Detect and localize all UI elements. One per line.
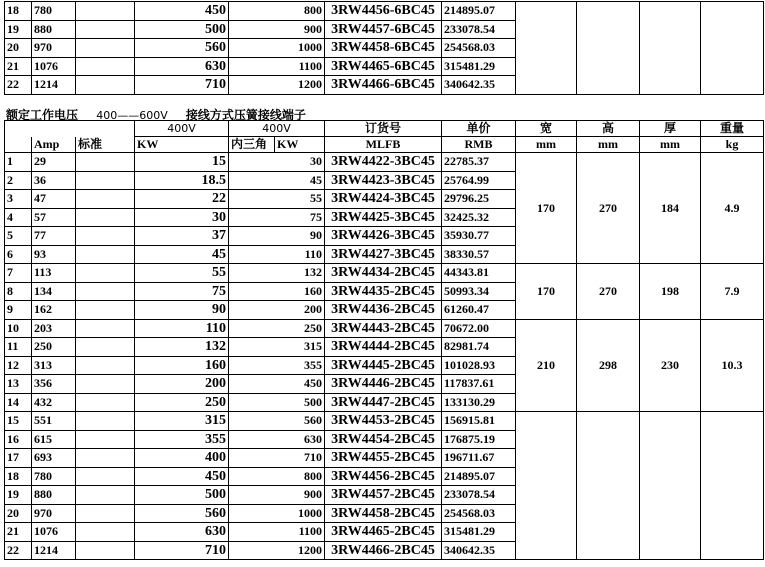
header-height: 高 <box>577 121 640 137</box>
mlfb-value: 3RW4458-2BC45 <box>325 504 442 523</box>
delta-kw-value: 250 <box>275 319 325 338</box>
amp-value: 970 <box>32 504 76 523</box>
rmb-value: 101028.93 <box>442 356 516 375</box>
rmb-value: 254568.03 <box>442 504 516 523</box>
kw-value: 22 <box>135 190 229 209</box>
table-row <box>5 319 764 338</box>
standard-blank <box>76 264 135 283</box>
header-height-unit: mm <box>577 137 640 153</box>
amp-value: 615 <box>32 430 76 449</box>
group-height: 270 <box>577 264 640 320</box>
rmb-value: 117837.61 <box>442 375 516 394</box>
group-thickness: 230 <box>640 319 701 412</box>
rmb-value: 29796.25 <box>442 190 516 209</box>
header-400v-delta: 400V <box>229 121 325 137</box>
delta-blank <box>229 2 275 21</box>
group-weight: 10.3 <box>701 319 764 412</box>
standard-blank <box>76 153 135 172</box>
rmb-value: 32425.32 <box>442 208 516 227</box>
kw-value: 45 <box>135 245 229 264</box>
kw-value: 450 <box>135 2 229 21</box>
standard-blank <box>76 504 135 523</box>
delta-blank <box>229 245 275 264</box>
header-amp: Amp <box>32 137 76 153</box>
mlfb-value: 3RW4453-2BC45 <box>325 412 442 431</box>
rmb-value: 38330.57 <box>442 245 516 264</box>
group-weight-blank <box>701 412 764 560</box>
delta-blank <box>229 57 275 76</box>
rmb-value: 254568.03 <box>442 39 516 58</box>
delta-kw-value: 800 <box>275 2 325 21</box>
rmb-value: 176875.19 <box>442 430 516 449</box>
standard-blank <box>76 393 135 412</box>
delta-kw-value: 1100 <box>275 523 325 542</box>
row-number: 22 <box>5 541 32 560</box>
delta-blank <box>229 523 275 542</box>
row-number: 22 <box>5 76 32 95</box>
main-price-table <box>4 120 764 560</box>
standard-blank <box>76 412 135 431</box>
delta-blank <box>229 208 275 227</box>
delta-kw-value: 355 <box>275 356 325 375</box>
amp-value: 93 <box>32 245 76 264</box>
standard-blank <box>76 449 135 468</box>
amp-value: 432 <box>32 393 76 412</box>
group-width: 210 <box>516 319 577 412</box>
group-width-blank <box>516 412 577 560</box>
kw-value: 37 <box>135 227 229 246</box>
standard-blank <box>76 190 135 209</box>
rmb-value: 133130.29 <box>442 393 516 412</box>
mlfb-value: 3RW4465-2BC45 <box>325 523 442 542</box>
table-row <box>5 153 764 172</box>
delta-blank <box>229 449 275 468</box>
amp-value: 203 <box>32 319 76 338</box>
rmb-value: 340642.35 <box>442 76 516 95</box>
delta-blank <box>229 39 275 58</box>
rmb-value: 61260.47 <box>442 301 516 320</box>
mlfb-value: 3RW4444-2BC45 <box>325 338 442 357</box>
group-thickness-blank <box>640 412 701 560</box>
header-mlfb: MLFB <box>325 137 442 153</box>
delta-kw-value: 560 <box>275 412 325 431</box>
row-number: 13 <box>5 375 32 394</box>
mlfb-value: 3RW4435-2BC45 <box>325 282 442 301</box>
group-height-blank <box>577 412 640 560</box>
amp-value: 36 <box>32 171 76 190</box>
mlfb-value: 3RW4443-2BC45 <box>325 319 442 338</box>
header-standard: 标准 <box>76 137 135 153</box>
delta-blank <box>229 264 275 283</box>
delta-kw-value: 900 <box>275 20 325 39</box>
row-number: 12 <box>5 356 32 375</box>
header-thickness-unit: mm <box>640 137 701 153</box>
delta-blank <box>229 504 275 523</box>
rmb-value: 340642.35 <box>442 541 516 560</box>
amp-value: 551 <box>32 412 76 431</box>
group-weight-blank <box>701 2 764 95</box>
header-no-blank <box>5 137 32 153</box>
standard-blank <box>76 227 135 246</box>
amp-value: 77 <box>32 227 76 246</box>
header-unit-price: 单价 <box>442 121 516 137</box>
standard-blank <box>76 338 135 357</box>
group-thickness: 184 <box>640 153 701 264</box>
rmb-value: 50993.34 <box>442 282 516 301</box>
mlfb-value: 3RW4454-2BC45 <box>325 430 442 449</box>
delta-kw-value: 160 <box>275 282 325 301</box>
amp-value: 250 <box>32 338 76 357</box>
header-width-unit: mm <box>516 137 577 153</box>
mlfb-value: 3RW4456-6BC45 <box>325 2 442 21</box>
mlfb-value: 3RW4456-2BC45 <box>325 467 442 486</box>
mlfb-value: 3RW4427-3BC45 <box>325 245 442 264</box>
delta-kw-value: 1000 <box>275 39 325 58</box>
row-number: 8 <box>5 282 32 301</box>
mlfb-value: 3RW4425-3BC45 <box>325 208 442 227</box>
row-number: 21 <box>5 57 32 76</box>
rmb-value: 214895.07 <box>442 2 516 21</box>
delta-blank <box>229 319 275 338</box>
mlfb-value: 3RW4445-2BC45 <box>325 356 442 375</box>
kw-value: 18.5 <box>135 171 229 190</box>
delta-blank <box>229 393 275 412</box>
kw-value: 630 <box>135 523 229 542</box>
row-number: 19 <box>5 20 32 39</box>
standard-blank <box>76 76 135 95</box>
top-table-row <box>5 2 764 21</box>
group-thickness: 198 <box>640 264 701 320</box>
delta-kw-value: 500 <box>275 393 325 412</box>
kw-value: 250 <box>135 393 229 412</box>
delta-kw-value: 110 <box>275 245 325 264</box>
amp-value: 780 <box>32 2 76 21</box>
amp-value: 162 <box>32 301 76 320</box>
group-height: 298 <box>577 319 640 412</box>
kw-value: 15 <box>135 153 229 172</box>
amp-value: 780 <box>32 467 76 486</box>
amp-value: 880 <box>32 20 76 39</box>
group-width-blank <box>516 2 577 95</box>
mlfb-value: 3RW4424-3BC45 <box>325 190 442 209</box>
rmb-value: 156915.81 <box>442 412 516 431</box>
row-number: 5 <box>5 227 32 246</box>
mlfb-value: 3RW4422-3BC45 <box>325 153 442 172</box>
group-width: 170 <box>516 264 577 320</box>
row-number: 11 <box>5 338 32 357</box>
mlfb-value: 3RW4457-6BC45 <box>325 20 442 39</box>
standard-blank <box>76 57 135 76</box>
kw-value: 630 <box>135 57 229 76</box>
rmb-value: 25764.99 <box>442 171 516 190</box>
header-400v-standard: 400V <box>135 121 229 137</box>
mlfb-value: 3RW4446-2BC45 <box>325 375 442 394</box>
delta-blank <box>229 227 275 246</box>
delta-blank <box>229 20 275 39</box>
amp-value: 1076 <box>32 523 76 542</box>
group-thickness-blank <box>640 2 701 95</box>
row-number: 1 <box>5 153 32 172</box>
rmb-value: 214895.07 <box>442 467 516 486</box>
delta-kw-value: 75 <box>275 208 325 227</box>
standard-blank <box>76 39 135 58</box>
amp-value: 693 <box>32 449 76 468</box>
row-number: 18 <box>5 467 32 486</box>
standard-blank <box>76 375 135 394</box>
amp-value: 880 <box>32 486 76 505</box>
kw-value: 500 <box>135 486 229 505</box>
standard-blank <box>76 467 135 486</box>
delta-blank <box>229 153 275 172</box>
rmb-value: 44343.81 <box>442 264 516 283</box>
row-number: 10 <box>5 319 32 338</box>
row-number: 15 <box>5 412 32 431</box>
rmb-value: 233078.54 <box>442 20 516 39</box>
delta-blank <box>229 430 275 449</box>
kw-value: 710 <box>135 76 229 95</box>
group-height-blank <box>577 2 640 95</box>
delta-kw-value: 630 <box>275 430 325 449</box>
kw-value: 400 <box>135 449 229 468</box>
mlfb-value: 3RW4466-2BC45 <box>325 541 442 560</box>
amp-value: 356 <box>32 375 76 394</box>
row-number: 20 <box>5 39 32 58</box>
delta-kw-value: 45 <box>275 171 325 190</box>
kw-value: 355 <box>135 430 229 449</box>
kw-value: 560 <box>135 39 229 58</box>
header-thickness: 厚 <box>640 121 701 137</box>
mlfb-value: 3RW4423-3BC45 <box>325 171 442 190</box>
row-number: 17 <box>5 449 32 468</box>
mlfb-value: 3RW4434-2BC45 <box>325 264 442 283</box>
row-number: 16 <box>5 430 32 449</box>
rmb-value: 22785.37 <box>442 153 516 172</box>
row-number: 19 <box>5 486 32 505</box>
header-weight: 重量 <box>701 121 764 137</box>
kw-value: 560 <box>135 504 229 523</box>
mlfb-value: 3RW4465-6BC45 <box>325 57 442 76</box>
group-width: 170 <box>516 153 577 264</box>
standard-blank <box>76 486 135 505</box>
kw-value: 75 <box>135 282 229 301</box>
mlfb-value: 3RW4455-2BC45 <box>325 449 442 468</box>
voltage-value: 400——600V <box>96 109 168 122</box>
row-number: 9 <box>5 301 32 320</box>
delta-kw-value: 315 <box>275 338 325 357</box>
rmb-value: 196711.67 <box>442 449 516 468</box>
mlfb-value: 3RW4426-3BC45 <box>325 227 442 246</box>
group-weight: 7.9 <box>701 264 764 320</box>
delta-kw-value: 132 <box>275 264 325 283</box>
mlfb-value: 3RW4447-2BC45 <box>325 393 442 412</box>
delta-kw-value: 710 <box>275 449 325 468</box>
delta-blank <box>229 171 275 190</box>
kw-value: 110 <box>135 319 229 338</box>
row-number: 2 <box>5 171 32 190</box>
row-number: 21 <box>5 523 32 542</box>
delta-kw-value: 200 <box>275 301 325 320</box>
mlfb-value: 3RW4436-2BC45 <box>325 301 442 320</box>
delta-blank <box>229 76 275 95</box>
header-width: 宽 <box>516 121 577 137</box>
table-row <box>5 412 764 431</box>
kw-value: 450 <box>135 467 229 486</box>
row-number: 20 <box>5 504 32 523</box>
rmb-value: 82981.74 <box>442 338 516 357</box>
delta-kw-value: 90 <box>275 227 325 246</box>
kw-value: 315 <box>135 412 229 431</box>
top-price-table <box>4 1 764 95</box>
mlfb-value: 3RW4458-6BC45 <box>325 39 442 58</box>
amp-value: 1214 <box>32 541 76 560</box>
delta-blank <box>229 375 275 394</box>
rmb-value: 70672.00 <box>442 319 516 338</box>
header-kw-delta: KW <box>275 137 325 153</box>
kw-value: 160 <box>135 356 229 375</box>
delta-blank <box>229 541 275 560</box>
header-row-2 <box>5 137 764 153</box>
table-row <box>5 264 764 283</box>
kw-value: 30 <box>135 208 229 227</box>
standard-blank <box>76 356 135 375</box>
amp-value: 113 <box>32 264 76 283</box>
delta-kw-value: 450 <box>275 375 325 394</box>
amp-value: 47 <box>32 190 76 209</box>
header-inner-delta: 内三角 <box>229 137 275 153</box>
row-number: 3 <box>5 190 32 209</box>
standard-blank <box>76 208 135 227</box>
group-weight: 4.9 <box>701 153 764 264</box>
header-kw: KW <box>135 137 229 153</box>
standard-blank <box>76 20 135 39</box>
delta-blank <box>229 190 275 209</box>
delta-kw-value: 1200 <box>275 76 325 95</box>
header-order-no: 订货号 <box>325 121 442 137</box>
delta-blank <box>229 301 275 320</box>
amp-value: 134 <box>32 282 76 301</box>
standard-blank <box>76 282 135 301</box>
row-number: 4 <box>5 208 32 227</box>
delta-kw-value: 55 <box>275 190 325 209</box>
standard-blank <box>76 245 135 264</box>
amp-value: 29 <box>32 153 76 172</box>
standard-blank <box>76 319 135 338</box>
rmb-value: 233078.54 <box>442 486 516 505</box>
standard-blank <box>76 301 135 320</box>
standard-blank <box>76 2 135 21</box>
row-number: 7 <box>5 264 32 283</box>
row-number: 6 <box>5 245 32 264</box>
row-number: 18 <box>5 2 32 21</box>
standard-blank <box>76 523 135 542</box>
delta-kw-value: 800 <box>275 467 325 486</box>
group-height: 270 <box>577 153 640 264</box>
header-weight-unit: kg <box>701 137 764 153</box>
header-blank <box>5 121 135 137</box>
rmb-value: 35930.77 <box>442 227 516 246</box>
rmb-value: 315481.29 <box>442 523 516 542</box>
delta-kw-value: 1100 <box>275 57 325 76</box>
delta-kw-value: 30 <box>275 153 325 172</box>
kw-value: 200 <box>135 375 229 394</box>
standard-blank <box>76 430 135 449</box>
kw-value: 90 <box>135 301 229 320</box>
amp-value: 313 <box>32 356 76 375</box>
kw-value: 710 <box>135 541 229 560</box>
kw-value: 55 <box>135 264 229 283</box>
standard-blank <box>76 171 135 190</box>
delta-blank <box>229 356 275 375</box>
kw-value: 500 <box>135 20 229 39</box>
delta-blank <box>229 338 275 357</box>
amp-value: 970 <box>32 39 76 58</box>
amp-value: 1214 <box>32 76 76 95</box>
delta-blank <box>229 412 275 431</box>
delta-blank <box>229 486 275 505</box>
amp-value: 57 <box>32 208 76 227</box>
delta-blank <box>229 467 275 486</box>
header-rmb: RMB <box>442 137 516 153</box>
voltage-label: 额定工作电压 <box>6 108 79 122</box>
delta-kw-value: 1000 <box>275 504 325 523</box>
rmb-value: 315481.29 <box>442 57 516 76</box>
connection-type: 接线方式压簧接线端子 <box>185 108 306 122</box>
delta-kw-value: 1200 <box>275 541 325 560</box>
row-number: 14 <box>5 393 32 412</box>
delta-kw-value: 900 <box>275 486 325 505</box>
amp-value: 1076 <box>32 57 76 76</box>
mlfb-value: 3RW4457-2BC45 <box>325 486 442 505</box>
delta-blank <box>229 282 275 301</box>
mlfb-value: 3RW4466-6BC45 <box>325 76 442 95</box>
standard-blank <box>76 541 135 560</box>
kw-value: 132 <box>135 338 229 357</box>
header-row-1 <box>5 121 764 137</box>
